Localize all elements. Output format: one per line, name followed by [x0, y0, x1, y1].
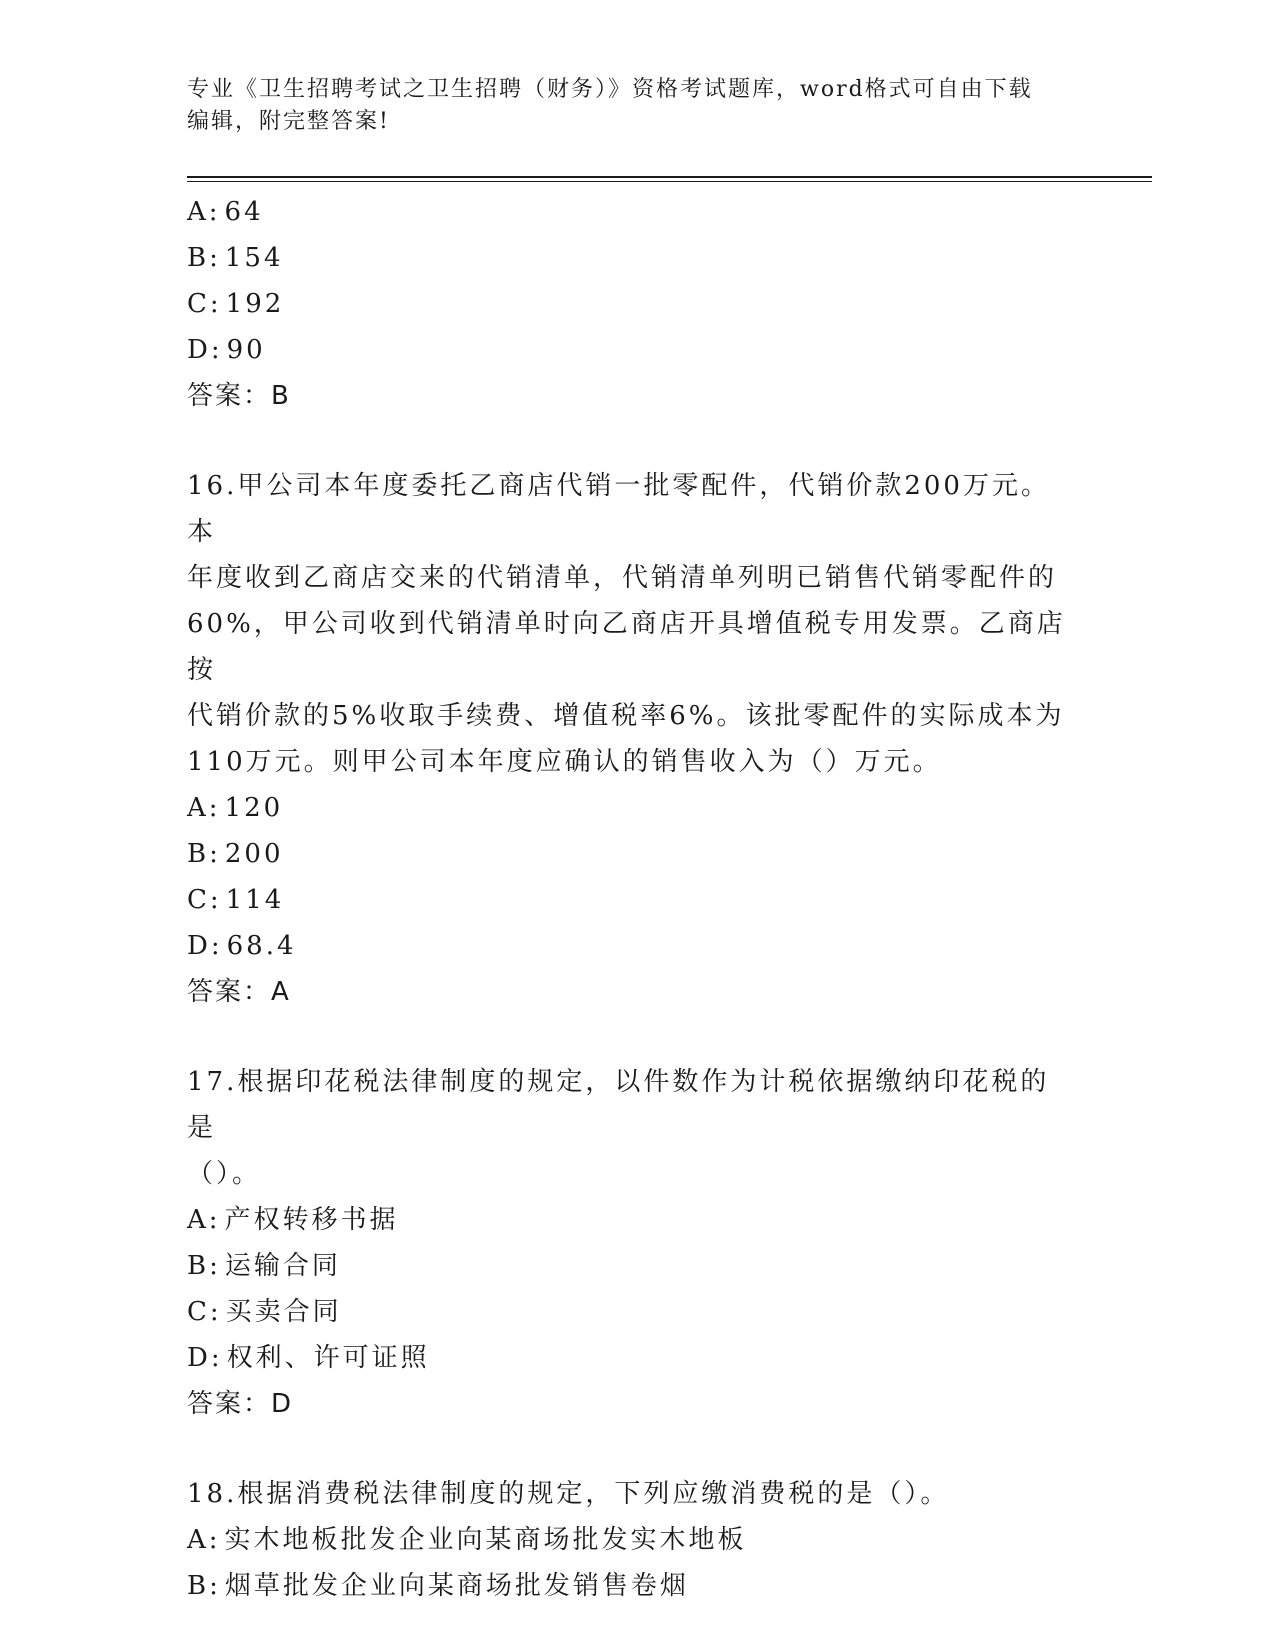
question-stem-line: 17.根据印花税法律制度的规定，以件数作为计税依据缴纳印花税的是	[187, 1067, 1050, 1143]
option-d: D: 90	[187, 335, 266, 365]
answer-text: 答案：D	[187, 1389, 294, 1419]
question-stem	[187, 1059, 1067, 1197]
option-c: C: 买卖合同	[187, 1297, 342, 1327]
header-title-line-1: 专业《卫生招聘考试之卫生招聘（财务）》资格考试题库，word格式可自由下载	[187, 77, 1033, 102]
option-a: A: 64	[187, 197, 264, 227]
option-c: C: 192	[187, 289, 285, 319]
option-b: B: 运输合同	[187, 1251, 341, 1281]
header-title-line-2: 编辑，附完整答案!	[187, 109, 390, 134]
option-b: B: 154	[187, 243, 284, 273]
answer-text: 答案：A	[187, 977, 291, 1007]
option-a: A: 120	[187, 793, 284, 823]
option-a: A: 产权转移书据	[187, 1205, 399, 1235]
question-content	[187, 189, 1077, 1609]
question-stem-line: 16.甲公司本年度委托乙商店代销一批零配件，代销价款200万元。本	[187, 471, 1050, 547]
option-b: B: 烟草批发企业向某商场批发销售卷烟	[187, 1571, 689, 1601]
option-d: D: 68.4	[187, 931, 297, 961]
option-a: A: 实木地板批发企业向某商场批发实木地板	[187, 1525, 747, 1555]
option-c: C: 114	[187, 885, 285, 915]
option-b: B: 200	[187, 839, 284, 869]
question-stem	[187, 463, 1067, 785]
header-divider-thick	[187, 176, 1152, 178]
answer-text: 答案：B	[187, 381, 291, 411]
question-stem-line: （）。	[187, 1159, 262, 1189]
question-15	[187, 189, 1077, 419]
option-d: D: 权利、许可证照	[187, 1343, 430, 1373]
header-divider-thin	[187, 181, 1152, 182]
question-16	[187, 463, 1077, 1015]
question-18	[187, 1471, 1077, 1609]
question-stem-line: 60%，甲公司收到代销清单时向乙商店开具增值税专用发票。乙商店按	[187, 609, 1066, 685]
question-stem-line: 年度收到乙商店交来的代销清单，代销清单列明已销售代销零配件的	[187, 563, 1058, 593]
question-stem-line: 110万元。则甲公司本年度应确认的销售收入为（）万元。	[187, 747, 942, 777]
page-header	[187, 74, 1087, 138]
question-17	[187, 1059, 1077, 1427]
question-stem-line: 18.根据消费税法律制度的规定，下列应缴消费税的是（）。	[187, 1479, 950, 1509]
question-stem	[187, 1471, 1067, 1517]
question-stem-line: 代销价款的5%收取手续费、增值税率6%。该批零配件的实际成本为	[187, 701, 1065, 731]
